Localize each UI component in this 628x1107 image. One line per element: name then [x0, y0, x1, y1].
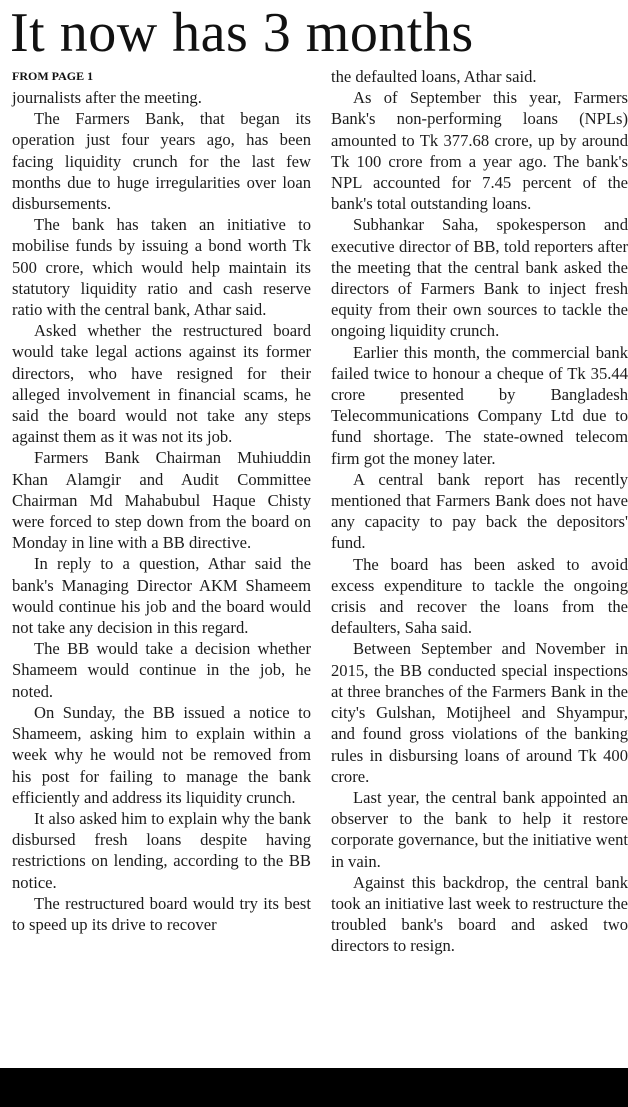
paragraph: The BB would take a decision whether Shameem would continue in the job, he noted. [12, 639, 311, 701]
paragraph: The board has been asked to avoid excess expenditure to tackle the ongoing crisis and recover the loans from the defaulters, Saha said. [331, 554, 628, 638]
paragraph: Subhankar Saha, spokesperson and executive director of BB, told reporters after the meeting that the central bank asked the directors of Farmers Bank to inject fresh equity from their own sources to tackle the ongoing liquidity crunch. [331, 215, 628, 341]
paragraph: On Sunday, the BB issued a notice to Shameem, asking him to explain within a week why he would not be removed from his post for failing to manage the bank efficiently and address its liquidity crunch. [12, 702, 311, 807]
paragraph: Asked whether the restructured board would take legal actions against its former directors, who have resigned for their alleged involvement in financial scams, he said the board would not take any steps against them as it was not its job. [12, 321, 311, 447]
paragraph: the defaulted loans, Athar said. [331, 67, 537, 86]
paragraph: Between September and November in 2015, the BB conducted special inspections at three branches of the Farmers Bank in the city's Gulshan, Motijheel and Shyampur, and found gross violations of the banking rules in disbursing loans of around Tk 400 crore. [331, 639, 628, 786]
paragraph: A central bank report has recently mentioned that Farmers Bank does not have any capacity to pay back the depositors' fund. [331, 469, 628, 553]
headline: It now has 3 months [10, 2, 474, 64]
bottom-border [0, 1068, 628, 1107]
paragraph: The restructured board would try its best to speed up its drive to recover [12, 893, 311, 934]
paragraph: Last year, the central bank appointed an observer to the bank to help it restore corporate governance, but the initiative went in vain. [331, 787, 628, 871]
paragraph: The Farmers Bank, that began its operation just four years ago, has been facing liquidity crunch for the last few months due to huge irregularities over loan disbursements. [12, 109, 311, 214]
paragraph: Farmers Bank Chairman Muhiuddin Khan Alamgir and Audit Committee Chairman Md Mahabubul Haque Chisty were forced to step down from the board on Monday in line with a BB directive. [12, 448, 311, 553]
paragraph: Earlier this month, the commercial bank failed twice to honour a cheque of Tk 35.44 crore presented by Bangladesh Telecommunications Company Ltd due to fund shortage. The state-owned telecom firm got the money later. [331, 342, 628, 468]
paragraph: Against this backdrop, the central bank took an initiative last week to restructure the troubled bank's board and asked two directors to resign. [331, 872, 628, 956]
page-reference: FROM PAGE 1 [12, 69, 94, 83]
right-column [331, 66, 628, 957]
paragraph: The bank has taken an initiative to mobilise funds by issuing a bond worth Tk 500 crore, which would help maintain its statutory liquidity ratio and cash reserve ratio with the central bank, Athar said. [12, 215, 311, 320]
paragraph: In reply to a question, Athar said the bank's Managing Director AKM Shameem would continue his job and the board would not take any decision in this regard. [12, 554, 311, 638]
paragraph: It also asked him to explain why the bank disbursed fresh loans despite having restrictions on lending, according to the BB notice. [12, 808, 311, 892]
paragraph: As of September this year, Farmers Bank's non-performing loans (NPLs) amounted to Tk 377.68 crore, up by around Tk 100 crore from a year ago. The bank's NPL accounted for 7.45 percent of the bank's total outstanding loans. [331, 88, 628, 214]
left-column [12, 87, 311, 935]
paragraph: journalists after the meeting. [12, 88, 202, 107]
